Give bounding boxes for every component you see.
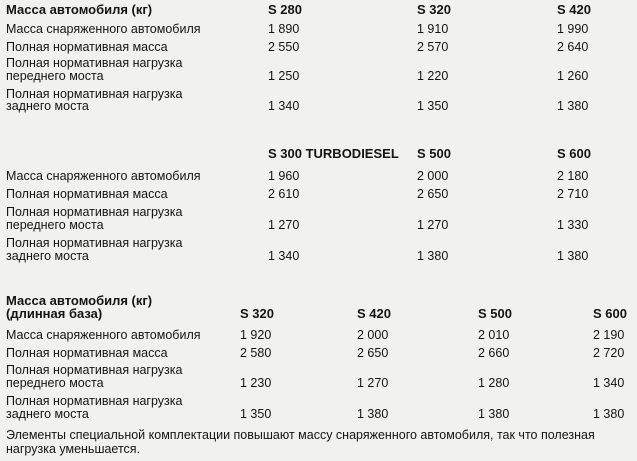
- value-cell: 2 710: [557, 187, 589, 201]
- model-header: S 320: [417, 2, 451, 17]
- row-label: переднего моста: [6, 376, 104, 390]
- value-cell: 1 380: [357, 407, 389, 421]
- row-label: заднего моста: [6, 99, 89, 113]
- value-cell: 1 340: [268, 99, 300, 113]
- value-cell: 2 580: [240, 346, 272, 360]
- value-cell: 2 640: [557, 40, 589, 54]
- section-title: Масса автомобиля (кг): [6, 2, 153, 17]
- value-cell: 1 330: [557, 218, 589, 232]
- value-cell: 2 180: [557, 169, 589, 183]
- row-label: Полная нормативная нагрузка: [6, 394, 183, 408]
- row-label: переднего моста: [6, 69, 104, 83]
- value-cell: 1 380: [417, 249, 449, 263]
- model-header: S 500: [417, 146, 451, 161]
- value-cell: 1 380: [557, 249, 589, 263]
- value-cell: 1 890: [268, 22, 300, 36]
- model-header: S 600: [593, 306, 627, 321]
- model-header: S 420: [557, 2, 591, 17]
- value-cell: 2 010: [478, 328, 510, 342]
- value-cell: 1 350: [240, 407, 272, 421]
- row-label: переднего моста: [6, 218, 104, 232]
- model-header: S 300 TURBODIESEL: [268, 146, 399, 161]
- row-label: Полная нормативная нагрузка: [6, 56, 183, 70]
- value-cell: 2 650: [417, 187, 449, 201]
- model-header: S 500: [478, 306, 512, 321]
- row-label: Полная нормативная масса: [6, 187, 168, 201]
- value-cell: 2 570: [417, 40, 449, 54]
- section-subtitle: (длинная база): [6, 306, 103, 321]
- value-cell: 1 270: [357, 376, 389, 390]
- model-header: S 320: [240, 306, 274, 321]
- value-cell: 1 990: [557, 22, 589, 36]
- value-cell: 2 660: [478, 346, 510, 360]
- value-cell: 2 190: [593, 328, 625, 342]
- model-header: S 280: [268, 2, 302, 17]
- value-cell: 2 650: [357, 346, 389, 360]
- value-cell: 1 220: [417, 69, 449, 83]
- row-label: Полная нормативная масса: [6, 346, 168, 360]
- value-cell: 1 380: [593, 407, 625, 421]
- model-header: S 600: [557, 146, 591, 161]
- row-label: Полная нормативная нагрузка: [6, 87, 183, 101]
- row-label: заднего моста: [6, 407, 89, 421]
- section-title: Масса автомобиля (кг): [6, 293, 153, 308]
- value-cell: 1 350: [417, 99, 449, 113]
- value-cell: 1 340: [268, 249, 300, 263]
- value-cell: 2 000: [417, 169, 449, 183]
- value-cell: 1 230: [240, 376, 272, 390]
- value-cell: 1 270: [417, 218, 449, 232]
- model-header: S 420: [357, 306, 391, 321]
- row-label: Полная нормативная нагрузка: [6, 236, 183, 250]
- value-cell: 2 000: [357, 328, 389, 342]
- value-cell: 1 260: [557, 69, 589, 83]
- value-cell: 2 720: [593, 346, 625, 360]
- value-cell: 1 920: [240, 328, 272, 342]
- value-cell: 1 270: [268, 218, 300, 232]
- footnote: Элементы специальной комплектации повышают массу снаряженного автомобиля, так что полезная нагрузка уменьшается.: [6, 428, 595, 456]
- value-cell: 1 380: [557, 99, 589, 113]
- row-label: заднего моста: [6, 249, 89, 263]
- row-label: Полная нормативная нагрузка: [6, 363, 183, 377]
- value-cell: 1 340: [593, 376, 625, 390]
- row-label: Полная нормативная масса: [6, 40, 168, 54]
- value-cell: 1 250: [268, 69, 300, 83]
- row-label: Масса снаряженного автомобиля: [6, 169, 201, 183]
- value-cell: 1 960: [268, 169, 300, 183]
- row-label: Масса снаряженного автомобиля: [6, 328, 201, 342]
- value-cell: 1 280: [478, 376, 510, 390]
- value-cell: 2 550: [268, 40, 300, 54]
- value-cell: 2 610: [268, 187, 300, 201]
- value-cell: 1 910: [417, 22, 449, 36]
- value-cell: 1 380: [478, 407, 510, 421]
- row-label: Масса снаряженного автомобиля: [6, 22, 201, 36]
- row-label: Полная нормативная нагрузка: [6, 205, 183, 219]
